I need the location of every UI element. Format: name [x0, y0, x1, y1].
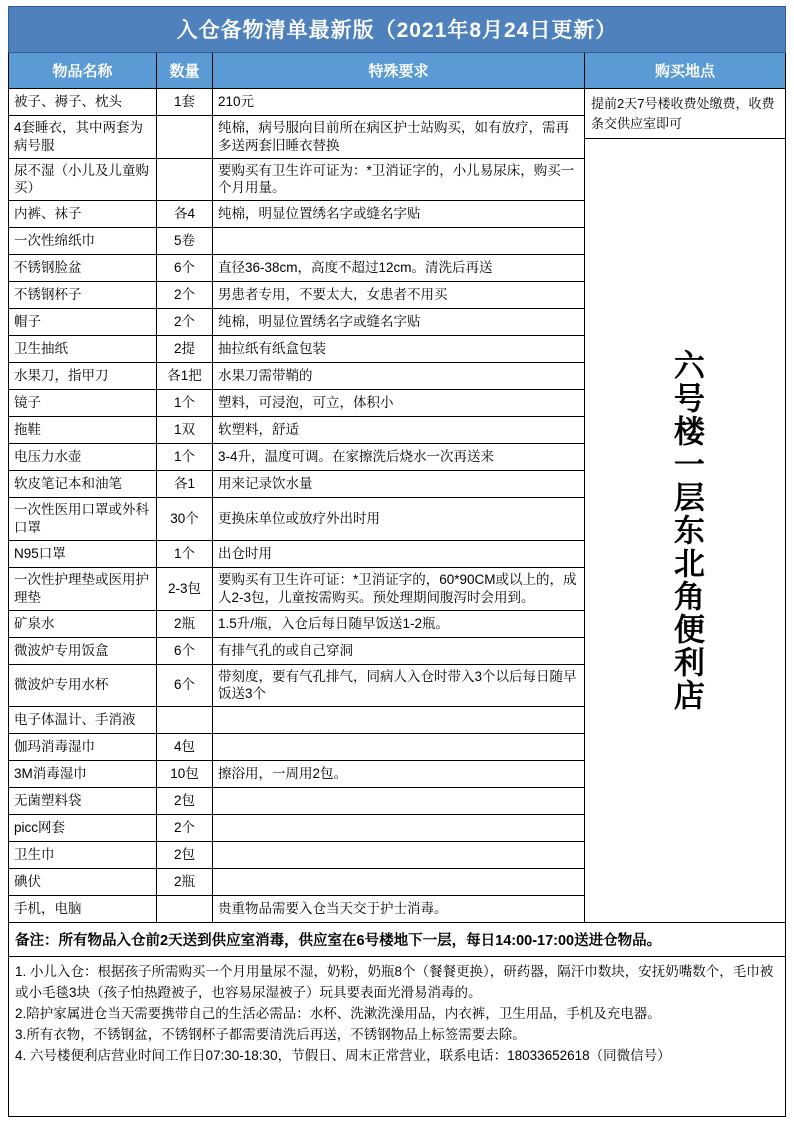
cell-quantity — [157, 896, 213, 922]
table-row — [9, 665, 584, 708]
cell-requirement: 用来记录饮水量 — [218, 476, 313, 492]
table-row — [9, 201, 584, 228]
table-row — [9, 89, 584, 116]
cell-requirement: 纯棉，病号服向目前所在病区护士站购买，如有放疗，需再多送两套旧睡衣替换 — [218, 120, 569, 153]
cell-requirement — [213, 228, 584, 254]
cell-requirement — [213, 842, 584, 868]
table-row — [9, 815, 584, 842]
cell-item-name: 碘伏 — [9, 869, 157, 895]
cell-quantity: 各1把 — [157, 363, 213, 389]
footer-notes — [8, 957, 786, 1117]
table-row — [9, 255, 584, 282]
table-row — [9, 309, 584, 336]
cell-requirement: 直径36-38cm，高度不超过12cm。清洗后再送 — [218, 260, 493, 276]
cell-requirement: 贵重物品需要入仓当天交于护士消毒。 — [218, 901, 448, 917]
cell-requirement: 更换床单位或放疗外出时用 — [218, 511, 380, 527]
purchase-place-column — [585, 53, 785, 922]
note-line: 1. 小儿入仓：根据孩子所需购买一个月用量尿不湿，奶粉，奶瓶8个（餐餐更换），研药器，隔汗巾数块，安抚奶嘴数个，毛巾被或小毛毯3块（孩子怕热蹬被子，也容易尿湿被子）玩具要表面光滑易消毒的。 — [15, 964, 774, 1001]
cell-requirement: 男患者专用，不要太大，女患者不用买 — [218, 287, 448, 303]
cell-quantity: 2个 — [157, 282, 213, 308]
cell-quantity: 6个 — [157, 255, 213, 281]
cell-item-name: 帽子 — [9, 309, 157, 335]
cell-requirement: 要购买有卫生许可证：*卫消证字的，60*90CM或以上的，成人2-3包，儿童按需购买。预处理期间腹泻时会用到。 — [218, 571, 577, 605]
cell-quantity: 1双 — [157, 417, 213, 443]
cell-item-name: 内裤、袜子 — [9, 201, 157, 227]
table-row — [9, 638, 584, 665]
note-line: 2.陪护家属进仓当天需要携带自己的生活必需品：水杯、洗漱洗澡用品，内衣裤，卫生用品，手机及充电器。 — [15, 1005, 661, 1021]
cell-item-name: 伽玛消毒湿巾 — [9, 734, 157, 760]
cell-quantity: 2-3包 — [157, 568, 213, 610]
table-row — [9, 282, 584, 309]
cell-quantity: 6个 — [157, 665, 213, 707]
cell-requirement: 要购买有卫生许可证为：*卫消证字的，小儿易尿床，购买一个月用量。 — [218, 162, 575, 196]
table-row — [9, 707, 584, 734]
cell-quantity — [157, 707, 213, 733]
cell-quantity: 2瓶 — [157, 869, 213, 895]
cell-requirement: 塑料，可浸泡，可立，体积小 — [218, 395, 394, 411]
table-row — [9, 734, 584, 761]
cell-item-name: 4套睡衣，其中两套为病号服 — [9, 116, 157, 158]
cell-requirement: 纯棉，明显位置绣名字或缝名字贴 — [218, 206, 421, 222]
cell-quantity: 各4 — [157, 201, 213, 227]
cell-quantity: 6个 — [157, 638, 213, 664]
header-quantity: 数量 — [157, 53, 213, 88]
cell-quantity: 1个 — [157, 390, 213, 416]
cell-item-name: picc网套 — [9, 815, 157, 841]
table-row — [9, 761, 584, 788]
cell-item-name: 一次性医用口罩或外科口罩 — [9, 498, 157, 540]
cell-requirement: 3-4升，温度可调。在家擦洗后烧水一次再送来 — [218, 449, 495, 465]
table-row — [9, 390, 584, 417]
table-row — [9, 788, 584, 815]
cell-requirement: 擦浴用，一周用2包。 — [218, 766, 348, 782]
cell-item-name: 手机，电脑 — [9, 896, 157, 922]
cell-requirement: 出仓时用 — [218, 545, 272, 561]
table-row — [9, 444, 584, 471]
cell-requirement — [213, 734, 584, 760]
cell-quantity: 2提 — [157, 336, 213, 362]
table-row — [9, 228, 584, 255]
cell-requirement: 软塑料，舒适 — [218, 422, 299, 438]
cell-quantity: 2瓶 — [157, 611, 213, 637]
cell-requirement: 210元 — [218, 94, 255, 110]
cell-quantity: 1个 — [157, 541, 213, 567]
cell-item-name: 尿不湿（小儿及儿童购买） — [9, 159, 157, 201]
note-line: 4. 六号楼便利店营业时间工作日07:30-18:30，节假日、周末正常营业，联系电话：18033652618（同微信号） — [15, 1047, 671, 1063]
cell-quantity: 30个 — [157, 498, 213, 540]
cell-item-name: 被子、褥子、枕头 — [9, 89, 157, 115]
table-row — [9, 417, 584, 444]
table-row — [9, 541, 584, 568]
cell-item-name: N95口罩 — [9, 541, 157, 567]
cell-item-name: 软皮笔记本和油笔 — [9, 471, 157, 497]
table-row — [9, 471, 584, 498]
cell-quantity: 1套 — [157, 89, 213, 115]
cell-requirement — [213, 707, 584, 733]
document-title: 入仓备物清单最新版（2021年8月24日更新） — [8, 6, 786, 53]
cell-item-name: 微波炉专用水杯 — [9, 665, 157, 707]
table-row — [9, 842, 584, 869]
cell-requirement: 有排气孔的或自己穿洞 — [218, 642, 353, 658]
cell-requirement: 带刻度，要有气孔排气，同病人入仓时带入3个以后每日随早饭送3个 — [218, 668, 577, 702]
cell-item-name: 镜子 — [9, 390, 157, 416]
cell-quantity — [157, 116, 213, 158]
cell-quantity: 5卷 — [157, 228, 213, 254]
header-item-name: 物品名称 — [9, 53, 157, 88]
note-line: 3.所有衣物，不锈钢盆，不锈钢杯子都需要清洗后再送，不锈钢物品上标签需要去除。 — [15, 1026, 526, 1042]
table-row — [9, 498, 584, 541]
cell-item-name: 无菌塑料袋 — [9, 788, 157, 814]
cell-item-name: 电子体温计、手消液 — [9, 707, 157, 733]
cell-quantity: 各1 — [157, 471, 213, 497]
cell-item-name: 不锈钢杯子 — [9, 282, 157, 308]
table-row — [9, 159, 584, 202]
cell-quantity: 2包 — [157, 788, 213, 814]
cell-item-name: 3M消毒湿巾 — [9, 761, 157, 787]
cell-quantity: 2包 — [157, 842, 213, 868]
table-body — [9, 89, 584, 922]
table-row — [9, 336, 584, 363]
cell-requirement — [213, 815, 584, 841]
cell-requirement: 纯棉，明显位置绣名字或缝名字贴 — [218, 314, 421, 330]
cell-quantity: 2个 — [157, 309, 213, 335]
table-row — [9, 568, 584, 611]
cell-requirement: 抽拉纸有纸盒包装 — [218, 341, 326, 357]
cell-item-name: 水果刀，指甲刀 — [9, 363, 157, 389]
table-row — [9, 611, 584, 638]
table-row — [9, 116, 584, 159]
table-row — [9, 363, 584, 390]
cell-item-name: 卫生抽纸 — [9, 336, 157, 362]
cell-item-name: 电压力水壶 — [9, 444, 157, 470]
header-requirement: 特殊要求 — [368, 63, 429, 80]
cell-requirement — [213, 869, 584, 895]
purchase-place-note: 提前2天7号楼收费处缴费，收费条交供应室即可 — [585, 89, 785, 139]
main-table — [8, 53, 786, 923]
cell-item-name: 拖鞋 — [9, 417, 157, 443]
header-purchase-place: 购买地点 — [585, 53, 785, 89]
cell-item-name: 一次性绵纸巾 — [9, 228, 157, 254]
items-table — [9, 53, 585, 922]
cell-requirement: 1.5升/瓶，入仓后每日随早饭送1-2瓶。 — [218, 615, 450, 631]
cell-requirement: 水果刀需带鞘的 — [218, 368, 313, 384]
table-row — [9, 869, 584, 896]
cell-item-name: 一次性护理垫或医用护理垫 — [9, 568, 157, 610]
cell-item-name: 不锈钢脸盆 — [9, 255, 157, 281]
cell-quantity: 2个 — [157, 815, 213, 841]
cell-item-name: 微波炉专用饭盒 — [9, 638, 157, 664]
table-row — [9, 896, 584, 922]
purchase-place-address: 六号楼一层东北角便利店 — [667, 349, 704, 713]
cell-quantity: 10包 — [157, 761, 213, 787]
cell-item-name: 矿泉水 — [9, 611, 157, 637]
cell-quantity: 1个 — [157, 444, 213, 470]
cell-requirement — [213, 788, 584, 814]
cell-item-name: 卫生巾 — [9, 842, 157, 868]
cell-quantity — [157, 159, 213, 201]
table-header-row — [9, 53, 584, 89]
remark-line: 备注：所有物品入仓前2天送到供应室消毒，供应室在6号楼地下一层，每日14:00-17:00送进仓物品。 — [8, 923, 786, 957]
cell-quantity: 4包 — [157, 734, 213, 760]
